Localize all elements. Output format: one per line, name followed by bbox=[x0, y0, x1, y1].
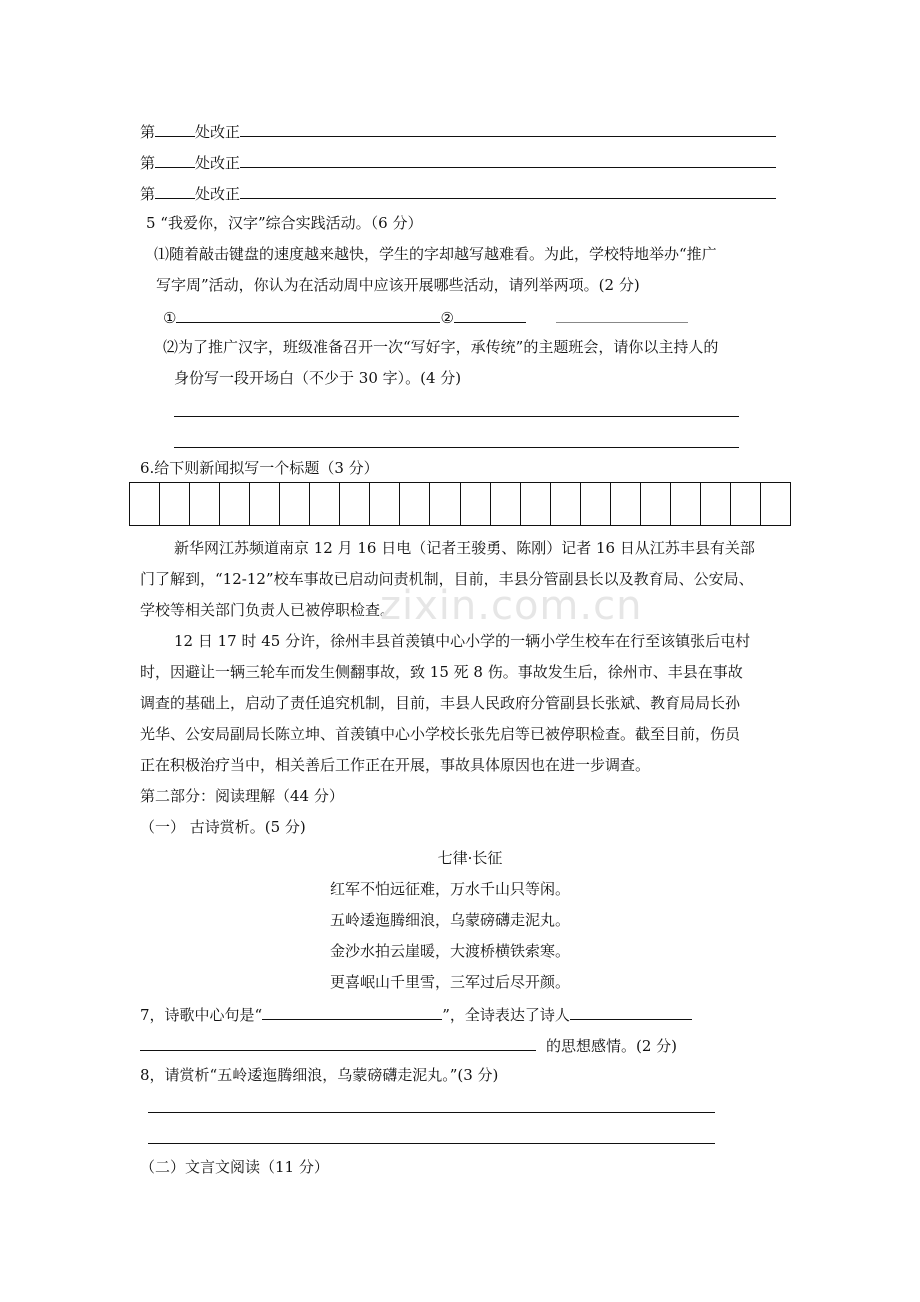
q5-title: 5 “我爱你，汉字”综合实践活动。（6 分） bbox=[146, 214, 423, 232]
correction-prefix: 第 bbox=[140, 123, 156, 141]
q5-sub1-line2: 写字周”活动，你认为在活动周中应该开展哪些活动，请列举两项。(2 分) bbox=[156, 276, 640, 294]
q8-answer-line-1[interactable] bbox=[148, 1112, 715, 1113]
opening-answer-line-1[interactable] bbox=[174, 416, 739, 417]
q7-suffix: 的思想感情。(2 分) bbox=[546, 1037, 678, 1055]
correction-number-blank[interactable] bbox=[155, 182, 195, 199]
part2-title: 第二部分：阅读理解（44 分） bbox=[140, 787, 344, 805]
news-para2-line4: 光华、公安局副局长陈立坤、首羡镇中心小学校长张先启等已被停职检查。截至目前，伤员 bbox=[140, 725, 741, 743]
news-para1-line2: 门了解到，“12-12”校车事故已启动问责机制，目前，丰县分管副县长以及教育局、公安局、 bbox=[140, 570, 754, 588]
q5-sub2-line1: ⑵为了推广汉字，班级准备召开一次“写好字，承传统”的主题班会，请你以主持人的 bbox=[163, 338, 719, 356]
grid-cell[interactable] bbox=[400, 483, 430, 525]
poem-line-2: 五岭逶迤腾细浪，乌蒙磅礴走泥丸。 bbox=[330, 911, 571, 929]
correction-row-3 bbox=[140, 182, 776, 204]
grid-cell[interactable] bbox=[370, 483, 400, 525]
correction-suffix: 处改正 bbox=[195, 185, 241, 203]
correction-prefix: 第 bbox=[140, 154, 156, 172]
grid-cell[interactable] bbox=[731, 483, 761, 525]
q5-answer-row bbox=[163, 306, 688, 328]
activity-2-blank-extra[interactable] bbox=[556, 306, 688, 323]
title-writing-grid[interactable] bbox=[129, 482, 791, 526]
correction-row-1 bbox=[140, 120, 776, 142]
grid-cell[interactable] bbox=[190, 483, 220, 525]
news-para2-line5: 正在积极治疗当中，相关善后工作正在开展，事故具体原因也在进一步调查。 bbox=[140, 756, 651, 774]
correction-answer-blank[interactable] bbox=[240, 182, 776, 199]
grid-cell[interactable] bbox=[430, 483, 460, 525]
news-para1-line3: 学校等相关部门负责人已被停职检查。 bbox=[140, 601, 396, 619]
grid-cell[interactable] bbox=[611, 483, 641, 525]
grid-cell[interactable] bbox=[340, 483, 370, 525]
q8-answer-line-2[interactable] bbox=[148, 1143, 715, 1144]
grid-cell[interactable] bbox=[581, 483, 611, 525]
q7-middle: ”，全诗表达了诗人 bbox=[442, 1006, 570, 1024]
q7-prefix: 7，诗歌中心句是“ bbox=[140, 1006, 263, 1024]
grid-cell[interactable] bbox=[761, 483, 790, 525]
grid-cell[interactable] bbox=[250, 483, 280, 525]
poet-feeling-blank[interactable] bbox=[570, 1003, 692, 1020]
q7-line2 bbox=[140, 1034, 677, 1056]
q6-title: 6.给下则新闻拟写一个标题（3 分） bbox=[140, 459, 379, 477]
correction-suffix: 处改正 bbox=[195, 123, 241, 141]
poem-title: 七律·长征 bbox=[437, 849, 503, 867]
q5-sub2-line2: 身份写一段开场白（不少于 30 字）。(4 分) bbox=[174, 369, 462, 387]
news-para1-line1: 新华网江苏频道南京 12 月 16 日电（记者王骏勇、陈刚）记者 16 日从江苏丰县有关部 bbox=[174, 539, 755, 557]
correction-prefix: 第 bbox=[140, 185, 156, 203]
correction-number-blank[interactable] bbox=[155, 120, 195, 137]
correction-row-2 bbox=[140, 151, 776, 173]
grid-cell[interactable] bbox=[280, 483, 310, 525]
poem-line-1: 红军不怕远征难，万水千山只等闲。 bbox=[330, 880, 571, 898]
grid-cell[interactable] bbox=[160, 483, 190, 525]
grid-cell[interactable] bbox=[701, 483, 731, 525]
grid-cell[interactable] bbox=[310, 483, 340, 525]
correction-answer-blank[interactable] bbox=[240, 120, 776, 137]
poem-line-4: 更喜岷山千里雪，三军过后尽开颜。 bbox=[330, 973, 571, 991]
q7-line1 bbox=[140, 1003, 692, 1025]
poet-feeling-blank-2[interactable] bbox=[140, 1034, 536, 1051]
correction-suffix: 处改正 bbox=[195, 154, 241, 172]
correction-answer-blank[interactable] bbox=[240, 151, 776, 168]
q5-sub1-line1: ⑴随着敲击键盘的速度越来越快，学生的字却越写越难看。为此，学校特地举办“推广 bbox=[154, 245, 717, 263]
section2-title: （二）文言文阅读（11 分） bbox=[140, 1158, 329, 1176]
grid-cell[interactable] bbox=[491, 483, 521, 525]
activity-2-blank[interactable] bbox=[454, 306, 526, 323]
correction-number-blank[interactable] bbox=[155, 151, 195, 168]
activity-1-blank[interactable] bbox=[176, 306, 440, 323]
grid-cell[interactable] bbox=[130, 483, 160, 525]
news-para2-line2: 时，因避让一辆三轮车而发生侧翻事故，致 15 死 8 伤。事故发生后，徐州市、丰县在事故 bbox=[140, 663, 743, 681]
answer-marker-1: ① bbox=[163, 309, 177, 327]
grid-cell[interactable] bbox=[641, 483, 671, 525]
poem-line-3: 金沙水拍云崖暖，大渡桥横铁索寒。 bbox=[330, 942, 571, 960]
news-para2-line3: 调查的基础上，启动了责任追究机制，目前，丰县人民政府分管副县长张斌、教育局局长孙 bbox=[140, 694, 741, 712]
answer-marker-2: ② bbox=[440, 309, 454, 327]
opening-answer-line-2[interactable] bbox=[174, 447, 739, 448]
grid-cell[interactable] bbox=[461, 483, 491, 525]
section1-title: （一） 古诗赏析。(5 分) bbox=[140, 818, 306, 836]
grid-cell[interactable] bbox=[521, 483, 551, 525]
grid-cell[interactable] bbox=[220, 483, 250, 525]
grid-cell[interactable] bbox=[551, 483, 581, 525]
news-para2-line1: 12 日 17 时 45 分许，徐州丰县首羡镇中心小学的一辆小学生校车在行至该镇张后屯村 bbox=[174, 632, 751, 650]
central-line-blank[interactable] bbox=[262, 1003, 442, 1020]
grid-cell[interactable] bbox=[671, 483, 701, 525]
watermark: zixin.com.cn bbox=[380, 583, 643, 629]
q8-title: 8，请赏析“五岭逶迤腾细浪，乌蒙磅礴走泥丸。”(3 分) bbox=[140, 1066, 499, 1084]
